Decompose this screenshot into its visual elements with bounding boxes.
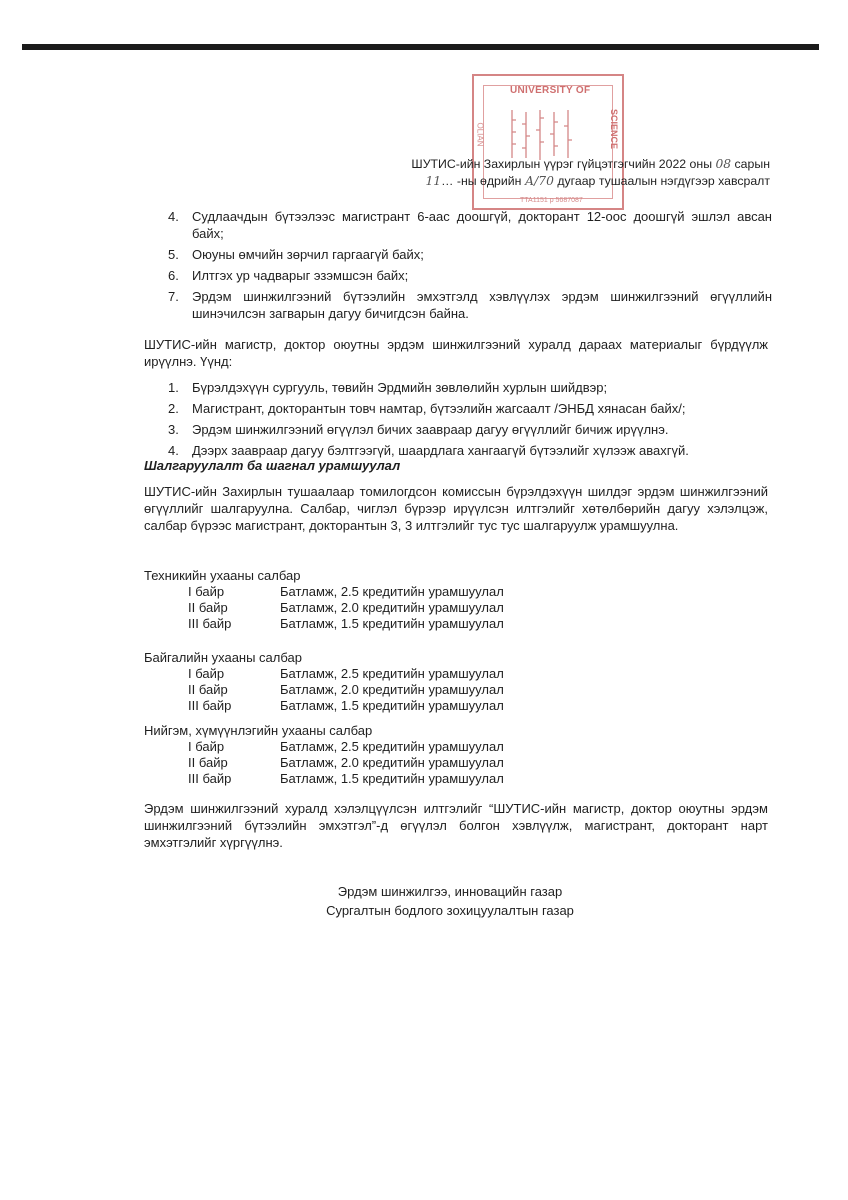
requirements-list: [168, 208, 772, 326]
stamp-bottom-text: TTA1151 p 5687087: [520, 197, 583, 204]
list-item-text: Эрдэм шинжилгээний бүтээлийн эмхэтгэлд хэвлүүлэх эрдэм шинжилгээний өгүүллийн шинэчилсэн загварын дагуу бичигдсэн байна.: [192, 289, 772, 321]
handwritten-month: 08: [715, 157, 732, 171]
signoff-block: [300, 882, 600, 920]
award-row: [144, 755, 644, 771]
award-desc: Батламж, 2.0 кредитийн урамшуулал: [280, 755, 504, 770]
signoff-line-2: Сургалтын бодлого зохицуулалтын газар: [326, 903, 574, 918]
list-item: [168, 421, 772, 438]
list-item: [168, 267, 772, 284]
handwritten-order-number: А/70: [524, 174, 554, 188]
award-place: I байр: [188, 584, 225, 599]
header-line1-prefix: ШУТИС-ийн Захирлын үүрэг гүйцэтгэгчийн 2022 оны: [411, 157, 713, 171]
stamp-right-text: SCIENCE: [608, 108, 619, 150]
list-item-text: Бүрэлдэхүүн сургууль, төвийн Эрдмийн зөвлөлийн хурлын шийдвэр;: [192, 380, 608, 395]
header-line2-mid: -ны өдрийн: [456, 174, 522, 188]
branch-title: Нийгэм, хүмүүнлэгийн ухааны салбар: [144, 723, 373, 738]
branch-technical: [144, 567, 644, 632]
award-row: [144, 600, 644, 616]
award-desc: Батламж, 1.5 кредитийн урамшуулал: [280, 771, 504, 786]
list-number: 6.: [168, 268, 179, 283]
award-row: [144, 584, 644, 600]
award-desc: Батламж, 2.0 кредитийн урамшуулал: [280, 600, 504, 615]
list-number: 5.: [168, 247, 179, 262]
award-desc: Батламж, 2.5 кредитийн урамшуулал: [280, 666, 504, 681]
header-line-1: [340, 156, 770, 173]
award-place: II байр: [188, 600, 228, 615]
materials-intro-paragraph: ШУТИС-ийн магистр, доктор оюутны эрдэм шинжилгээний хуралд дараах материалыг бүрдүүлж ирүүлнэ. Үүнд:: [144, 337, 768, 369]
materials-list: [168, 379, 772, 463]
list-number: 4.: [168, 443, 179, 458]
list-item-text: Судлаачдын бүтээлээс магистрант 6-аас доошгүй, докторант 12-оос доошгүй эшлэл авсан байх;: [192, 209, 772, 241]
award-desc: Батламж, 1.5 кредитийн урамшуулал: [280, 616, 504, 631]
stamp-left-text: OLIAN: [475, 122, 485, 147]
list-item: [168, 208, 772, 242]
list-number: 3.: [168, 422, 179, 437]
award-place: I байр: [188, 739, 225, 754]
list-item: [168, 379, 772, 396]
branch-title: Байгалийн ухааны салбар: [144, 650, 302, 665]
list-number: 4.: [168, 209, 179, 224]
list-item: [168, 400, 772, 417]
list-item: [168, 246, 772, 263]
award-place: III байр: [188, 698, 232, 713]
award-desc: Батламж, 2.5 кредитийн урамшуулал: [280, 584, 504, 599]
header-line2-suffix: дугаар тушаалын нэгдүгээр хавсралт: [557, 174, 770, 188]
list-item-text: Магистрант, докторантын товч намтар, бүтээлийн жагсаалт /ЭНБД хянасан байх/;: [192, 401, 686, 416]
award-row: [144, 666, 644, 682]
list-number: 1.: [168, 380, 179, 395]
award-place: I байр: [188, 666, 225, 681]
award-row: [144, 682, 644, 698]
award-place: III байр: [188, 771, 232, 786]
selection-paragraph: ШУТИС-ийн Захирлын тушаалаар томилогдсон комиссын бүрэлдэхүүн шилдэг эрдэм шинжилгээний өгүүллийг шалгаруулна. Салбар, чиглэл бүрээр ирүүлсэн илтгэлийг хөтөлбөрийн дагуу хэлэлцэж, салбар бүрээс магистрант, докторантын 3, 3 илтгэлийг тус тус шалгаруулж урамшуулна.: [144, 484, 768, 533]
award-desc: Батламж, 1.5 кредитийн урамшуулал: [280, 698, 504, 713]
header-attachment-note: [340, 156, 770, 190]
award-place: II байр: [188, 755, 228, 770]
list-item: [168, 442, 772, 459]
signoff-line-1: Эрдэм шинжилгээ, инновацийн газар: [337, 884, 563, 899]
award-desc: Батламж, 2.5 кредитийн урамшуулал: [280, 739, 504, 754]
publication-paragraph: Эрдэм шинжилгээний хуралд хэлэлцүүлсэн илтгэлийг “ШУТИС-ийн магистр, доктор оюутны эрдэм шинжилгээний бүтээлийн эмхэтгэл”-д өгүүлэл болгон хэвлүүлж, магистрант, докторант нарт эмхэтгэлийг хүргүүлнэ.: [144, 801, 768, 850]
list-item-text: Дээрх заавраар дагуу бэлтгээгүй, шаардлага хангаагүй бүтээлийг хүлээж авахгүй.: [192, 443, 689, 458]
award-row: [144, 616, 644, 632]
list-item: [168, 288, 772, 322]
list-number: 2.: [168, 401, 179, 416]
award-row: [144, 771, 644, 787]
stamp-top-text: UNIVERSITY OF: [510, 85, 591, 96]
branch-natural: [144, 649, 644, 714]
header-line-2: 11… -ны өдрийн А/70 дугаар тушаалын нэгдүгээр хавсралт: [425, 174, 770, 188]
handwritten-day: 11: [425, 174, 442, 188]
list-item-text: Оюуны өмчийн зөрчил гаргаагүй байх;: [192, 247, 424, 262]
award-place: II байр: [188, 682, 228, 697]
selection-heading: Шалгаруулалт ба шагнал урамшуулал: [144, 458, 401, 473]
list-item-text: Эрдэм шинжилгээний өгүүлэл бичих заавраар дагуу өгүүллийг бичиж ирүүлнэ.: [192, 422, 669, 437]
award-row: [144, 739, 644, 755]
list-number: 7.: [168, 289, 179, 304]
award-desc: Батламж, 2.0 кредитийн урамшуулал: [280, 682, 504, 697]
top-border-rule: [22, 44, 819, 50]
award-row: [144, 698, 644, 714]
branch-social: [144, 722, 644, 787]
list-item-text: Илтгэх ур чадварыг эзэмшсэн байх;: [192, 268, 409, 283]
branch-title: Техникийн ухааны салбар: [144, 568, 301, 583]
header-line1-suffix: сарын: [734, 157, 770, 171]
award-place: III байр: [188, 616, 232, 631]
